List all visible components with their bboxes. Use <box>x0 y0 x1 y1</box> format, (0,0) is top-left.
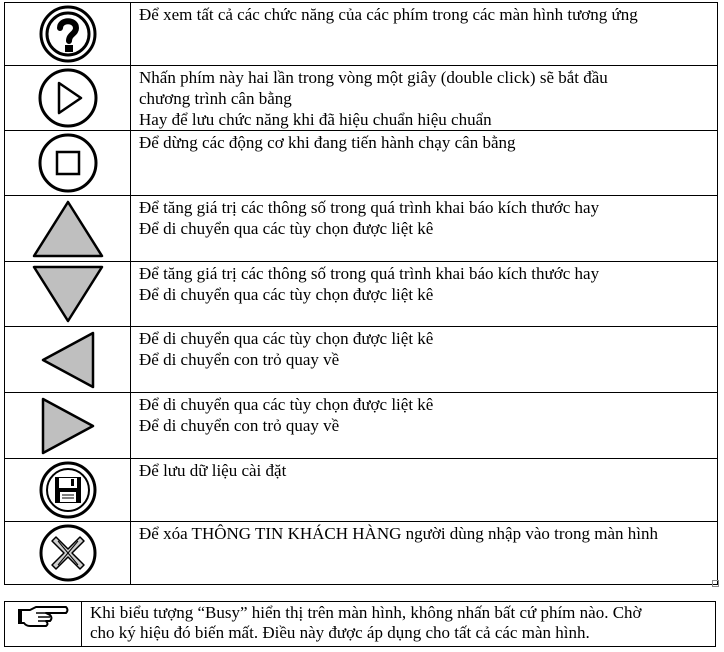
delete-x-icon <box>38 523 98 583</box>
table-row <box>5 393 718 459</box>
row-description-line: Để di chuyển qua các tùy chọn được liệt kê <box>139 219 434 238</box>
table-row <box>5 131 718 196</box>
row-description-line: Để di chuyển con trỏ quay về <box>139 416 340 435</box>
row-description-line: Để di chuyển qua các tùy chọn được liệt kê <box>139 329 434 348</box>
table-row <box>5 327 718 393</box>
left-triangle-icon <box>37 329 99 391</box>
row-description-line: Để xem tất cả các chức năng của các phím trong các màn hình tương ứng <box>139 5 638 24</box>
row-description-line: Để tăng giá trị các thông số trong quá trình khai báo kích thước hay <box>139 198 600 217</box>
play-icon <box>37 67 99 129</box>
down-triangle-icon <box>30 263 106 325</box>
row-description-line: Để dừng các động cơ khi đang tiến hành chạy cân bằng <box>139 133 516 152</box>
row-description-line: Nhấn phím này hai lần trong vòng một giây (double click) sẽ bắt đầu <box>139 68 608 87</box>
table-row <box>5 522 718 585</box>
table-row <box>5 196 718 262</box>
row-description-line: Hay để lưu chức năng khi đã hiệu chuẩn hiệu chuẩn <box>139 110 492 129</box>
row-description-line: Để di chuyển qua các tùy chọn được liệt kê <box>139 285 434 304</box>
note-text-line: Khi biểu tượng “Busy” hiển thị trên màn hình, không nhấn bất cứ phím nào. Chờ <box>90 603 642 622</box>
row-description-line: Để tăng giá trị các thông số trong quá trình khai báo kích thước hay <box>139 264 600 283</box>
row-description-line: Để xóa THÔNG TIN KHÁCH HÀNG người dùng nhập vào trong màn hình <box>139 524 659 543</box>
table-row <box>5 66 718 131</box>
up-triangle-icon <box>30 198 106 260</box>
table-corner-marker <box>712 580 719 587</box>
pointing-hand-icon <box>16 604 70 630</box>
note-text-line: cho ký hiệu đó biến mất. Điều này được áp dụng cho tất cả các màn hình. <box>90 623 590 642</box>
row-description-line: Để lưu dữ liệu cài đặt <box>139 461 287 480</box>
help-icon <box>38 4 98 64</box>
floppy-disk-icon <box>38 460 98 520</box>
row-description-line: Để di chuyển con trỏ quay về <box>139 350 340 369</box>
busy-note-box <box>4 601 716 647</box>
table-row <box>5 262 718 327</box>
row-description-line: chương trình cân bằng <box>139 89 292 108</box>
table-row <box>5 459 718 522</box>
row-description-line: Để di chuyển qua các tùy chọn được liệt kê <box>139 395 434 414</box>
right-triangle-icon <box>37 395 99 457</box>
table-row <box>5 3 718 66</box>
key-function-table <box>4 2 718 585</box>
stop-icon <box>37 132 99 194</box>
